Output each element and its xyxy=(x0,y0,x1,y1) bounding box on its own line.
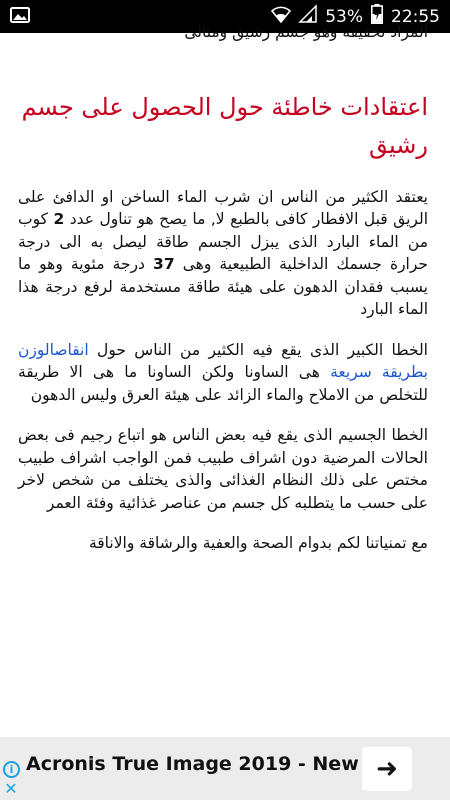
paragraph-1-text-b: كوب من الماء البارد الذى يبزل الجسم طاقة ليصل به الى درجة حرارة جسمك الداخلية الطبيعية وهى xyxy=(18,210,428,273)
paragraph-2 xyxy=(18,339,428,407)
weight-loss-link[interactable]: انقاصالوزن بطريقة سريعة xyxy=(18,340,428,381)
paragraph-2-text-b: هى الساونا ولكن الساونا ما هى الا طريقة للتخلص من الاملاح والماء الزائد على هيئة العرق وليس الدهون xyxy=(18,363,428,404)
paragraph-1 xyxy=(18,186,428,321)
paragraph-2-text-a: الخطا الكبير الذى يقع فيه الكثير من الناس حول xyxy=(88,340,428,359)
clock: 22:55 xyxy=(391,6,440,27)
ad-arrow-button[interactable] xyxy=(362,747,412,791)
paragraph-1-text-a: يعتقد الكثير من الناس ان شرب الماء الساخن او الدافئ على الريق قبل الافطار كافى بالطبع لا, ما يصح هو تناول عدد xyxy=(18,187,429,228)
ad-info-icon[interactable]: i xyxy=(3,761,20,778)
article-heading: اعتقادات خاطئة حول الحصول على جسم رشيق xyxy=(21,92,428,159)
paragraph-1-text-c: درجة مئوية وهو ما يسبب فقدان الدهون على هيئة طاقة مستخدمة لرفع درجة هذا الماء البارد xyxy=(18,255,428,318)
number-two: 2 xyxy=(53,210,65,228)
paragraph-fragment: المراد تحقيقه وهو جسم رشيق ومثالى xyxy=(184,23,428,41)
article-content[interactable] xyxy=(0,23,450,737)
battery-percent: 53% xyxy=(325,6,363,27)
paragraph-4: مع تمنياتنا لكم بدوام الصحة والعفية والرشاقة والاناقة xyxy=(88,534,428,552)
number-thirty-seven: 37 xyxy=(153,255,175,273)
arrow-right-icon: ➜ xyxy=(376,754,398,784)
ad-title[interactable]: Acronis True Image 2019 - New xyxy=(26,753,359,775)
paragraph-3: الخطا الجسيم الذى يقع فيه بعض الناس هو اتباع رجيم فى بعض الحالات المرضية دون اشراف طبيب فمن الواجب اشراف طبيب مختص على ذلك النظام الغذائى والذى يختلف من شخص لاخر على حسب ما يتطلبه كل جسم من عناصر غذائية وفئة العمر xyxy=(18,426,428,512)
ad-close-icon[interactable]: ✕ xyxy=(4,779,18,798)
